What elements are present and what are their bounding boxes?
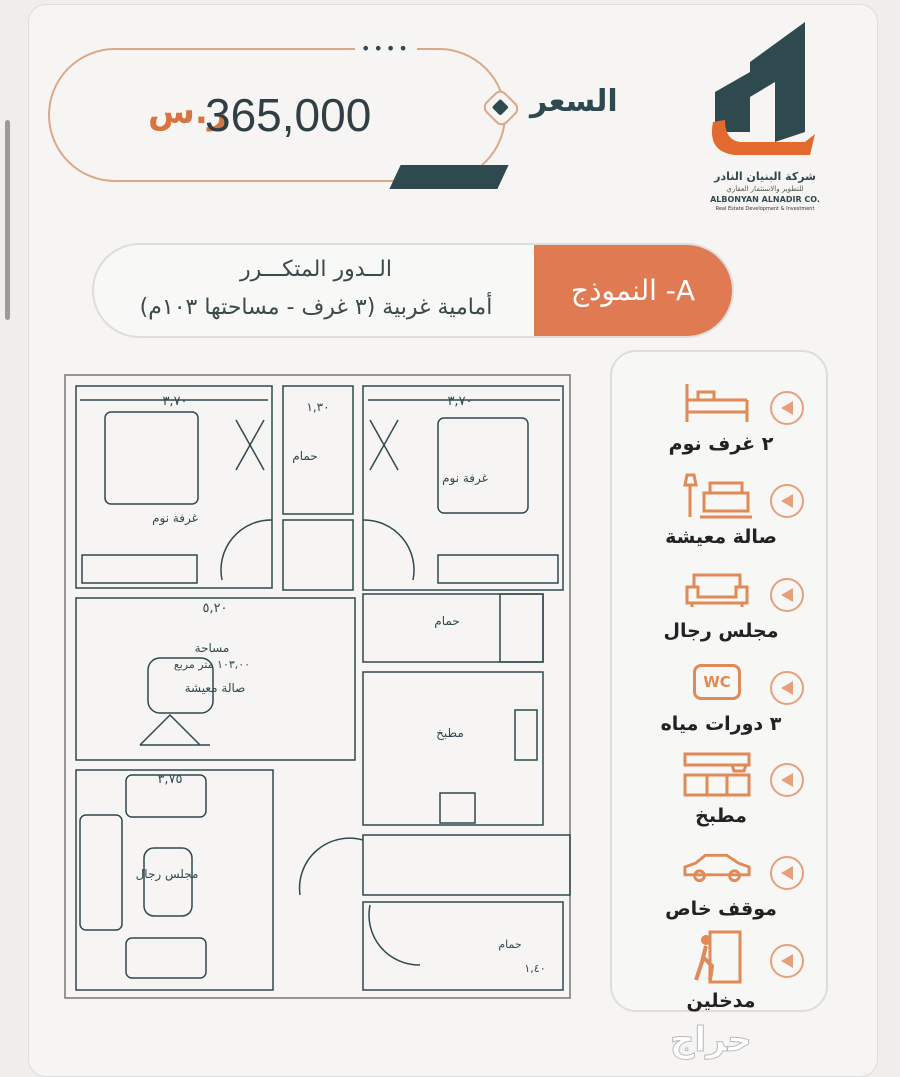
room-bath-top: حمام bbox=[292, 449, 318, 463]
price-value: 365,000 bbox=[205, 89, 372, 141]
room-bedroom-left: غرفة نوم bbox=[152, 511, 198, 525]
car-icon bbox=[682, 842, 752, 892]
room-majlis: مجلس رجال bbox=[135, 867, 199, 881]
features-panel bbox=[610, 350, 828, 1012]
svg-text:١,٣٠: ١,٣٠ bbox=[306, 400, 330, 414]
feature-kitchen: مطبخ bbox=[612, 749, 830, 839]
svg-text:١٠٣,٠٠ متر مربع: ١٠٣,٠٠ متر مربع bbox=[173, 658, 251, 671]
company-logo: شركة البنيان النادر للتطوير والاستثمار العقاري ALBONYAN ALNADIR CO. Real Estate Development & Investment bbox=[705, 22, 825, 227]
wc-icon: WC bbox=[682, 657, 752, 707]
model-label: النموذج -A bbox=[534, 245, 732, 336]
riyal-currency-symbol: ر.س bbox=[148, 92, 228, 132]
feature-living: صالة معيشة bbox=[612, 470, 830, 560]
feature-play-button[interactable] bbox=[770, 763, 804, 797]
scrollbar[interactable] bbox=[5, 120, 10, 320]
svg-text:٣,٧٠: ٣,٧٠ bbox=[162, 394, 188, 409]
svg-text:مساحة: مساحة bbox=[194, 641, 230, 655]
feature-play-button[interactable] bbox=[770, 944, 804, 978]
room-bedroom-right: غرفة نوم bbox=[442, 471, 488, 485]
floor-title: الــدور المتكـــرر bbox=[240, 257, 392, 282]
svg-text:٣,٧٠: ٣,٧٠ bbox=[447, 394, 473, 409]
logo-mark-icon bbox=[705, 22, 825, 167]
room-living: صالة معيشة bbox=[184, 681, 246, 695]
price-label: السعر bbox=[530, 84, 618, 119]
bed-icon bbox=[682, 377, 752, 427]
unit-details: أمامية غربية (٣ غرف - مساحتها ١٠٣م) bbox=[139, 295, 493, 320]
feature-bathrooms: WC ٣ دورات مياه bbox=[612, 657, 830, 747]
feature-entrances: مدخلين bbox=[612, 930, 830, 1020]
watermark: حراج bbox=[670, 1020, 752, 1060]
svg-text:١,٤٠: ١,٤٠ bbox=[524, 962, 546, 975]
feature-play-button[interactable] bbox=[770, 578, 804, 612]
decorative-bar bbox=[389, 165, 508, 189]
feature-majlis: مجلس رجال bbox=[612, 564, 830, 654]
kitchen-icon bbox=[682, 749, 752, 799]
feature-play-button[interactable] bbox=[770, 484, 804, 518]
feature-play-button[interactable] bbox=[770, 671, 804, 705]
sofa-icon bbox=[682, 564, 752, 614]
feature-play-button[interactable] bbox=[770, 391, 804, 425]
svg-text:٣,٧٥: ٣,٧٥ bbox=[157, 772, 183, 787]
entrance-icon bbox=[682, 930, 752, 984]
svg-text:٥,٢٠: ٥,٢٠ bbox=[202, 601, 228, 616]
feature-bedrooms: ٢ غرف نوم bbox=[612, 377, 830, 467]
living-room-icon bbox=[682, 470, 752, 520]
floor-plan bbox=[60, 370, 580, 1005]
feature-parking: موقف خاص bbox=[612, 842, 830, 932]
model-banner bbox=[92, 243, 734, 338]
room-bath-mid: حمام bbox=[434, 614, 460, 628]
room-bath-bottom: حمام bbox=[498, 938, 522, 951]
feature-play-button[interactable] bbox=[770, 856, 804, 890]
decorative-dots: •••• bbox=[355, 44, 417, 54]
room-kitchen: مطبخ bbox=[436, 726, 464, 740]
